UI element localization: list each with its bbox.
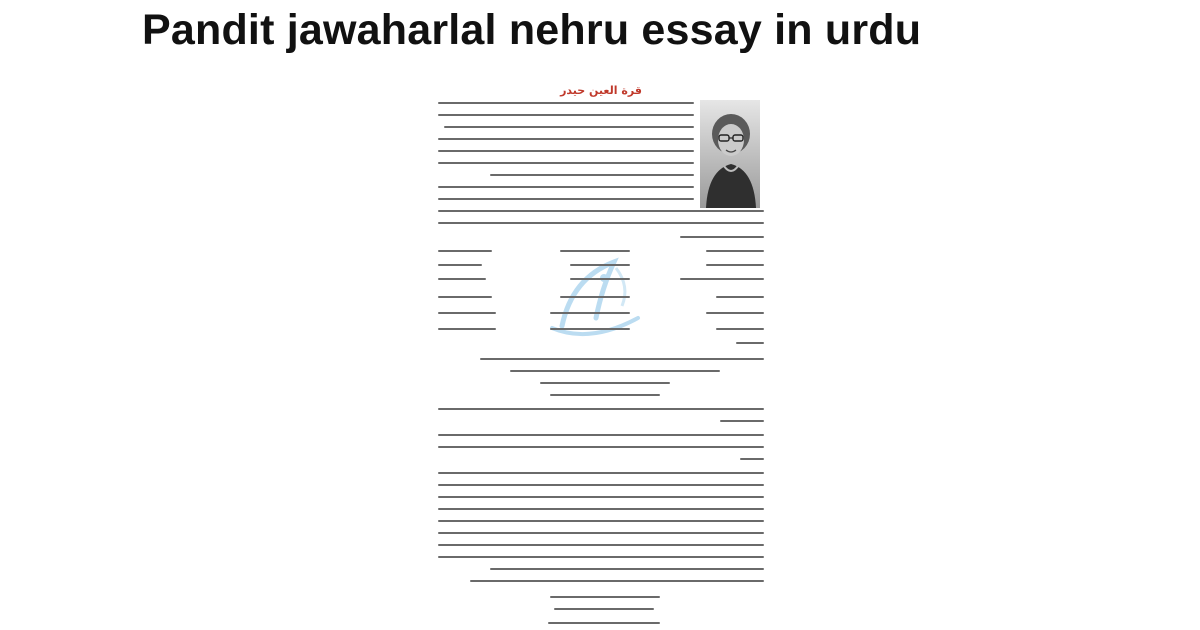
document-body-text	[430, 78, 772, 630]
page-title: Pandit jawaharlal nehru essay in urdu	[142, 6, 922, 54]
scanned-document	[430, 78, 772, 630]
document-heading: قرة العين حيدر	[560, 84, 642, 97]
